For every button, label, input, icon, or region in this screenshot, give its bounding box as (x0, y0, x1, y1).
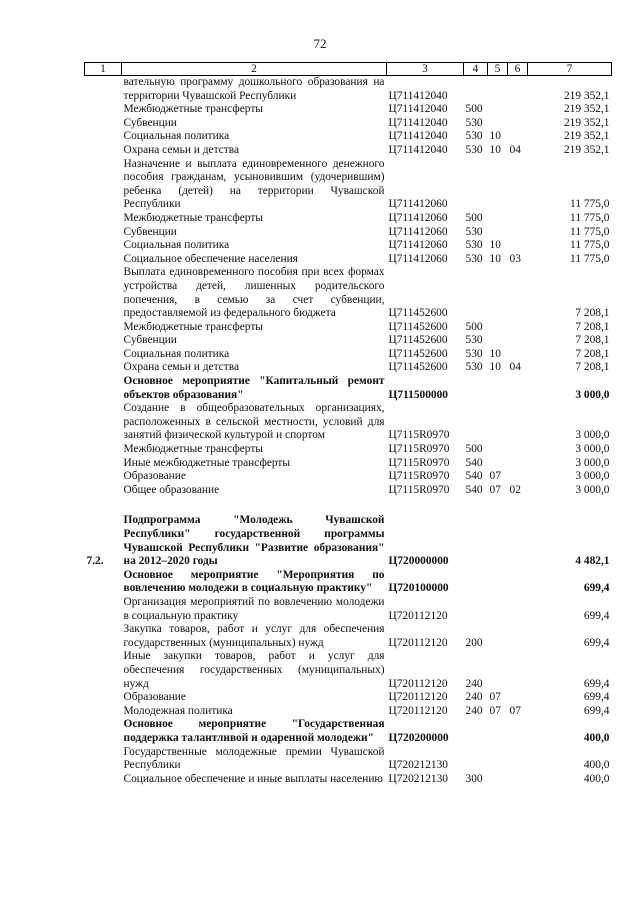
row-amount: 3 000,0 (575, 456, 610, 469)
row-subsection (508, 117, 528, 131)
row-code: Ц711412060 (388, 239, 448, 252)
row-name: Общее образование (123, 483, 220, 496)
row-expense-type (464, 569, 488, 596)
row-subsection (508, 691, 528, 705)
table-row (85, 334, 612, 348)
row-code: Ц720112120 (388, 677, 448, 690)
row-subsection: 04 (509, 361, 521, 374)
row-number (85, 361, 122, 375)
table-row (85, 484, 612, 498)
row-subsection (508, 266, 528, 320)
row-number (85, 705, 122, 719)
row-expense-type: 500 (465, 443, 483, 456)
row-expense-type: 530 (465, 143, 483, 156)
row-subsection (508, 569, 528, 596)
table-row (85, 569, 612, 596)
row-number (85, 212, 122, 226)
row-amount: 11 775,0 (570, 225, 610, 238)
row-number (85, 158, 122, 212)
row-number (85, 144, 122, 158)
row-section (488, 514, 508, 568)
table-row (85, 623, 612, 650)
row-subsection (508, 746, 528, 773)
row-number (85, 650, 122, 691)
table-row (85, 117, 612, 131)
row-subsection (508, 718, 528, 745)
row-code: Ц711452600 (388, 320, 448, 333)
table-row (85, 470, 612, 484)
row-number (85, 596, 122, 623)
row-subsection (508, 321, 528, 335)
row-amount: 4 482,1 (575, 555, 610, 568)
row-section (488, 321, 508, 335)
row-number (85, 239, 122, 253)
row-number (85, 253, 122, 267)
row-number (85, 746, 122, 773)
row-section (488, 773, 508, 787)
row-code: Ц711412060 (388, 211, 448, 224)
row-section (488, 334, 508, 348)
row-section (488, 375, 508, 402)
row-subsection: 03 (509, 252, 521, 265)
column-header: 5 (488, 63, 508, 76)
row-subsection (508, 650, 528, 691)
column-header: 2 (122, 63, 387, 76)
row-section (488, 457, 508, 471)
row-section: 07 (489, 691, 501, 704)
table-row (85, 103, 612, 117)
row-number (85, 76, 122, 104)
table-row (85, 443, 612, 457)
row-name: Социальное обеспечение населения (123, 252, 298, 265)
table-row (85, 212, 612, 226)
row-name: вательную программу дошкольного образования на территории Чувашской Республики (123, 76, 385, 102)
row-code: Ц720212130 (388, 772, 448, 785)
row-section: 07 (489, 470, 501, 483)
row-amount: 3 000,0 (575, 443, 610, 456)
row-section: 07 (489, 483, 501, 496)
table-row (85, 375, 612, 402)
row-name: Подпрограмма "Молодежь Чувашской Республики" государственной программы Чувашской Республики "Развитие образования" на 2012–2020 годы (123, 514, 385, 568)
table-row (85, 402, 612, 443)
row-expense-type (464, 596, 488, 623)
row-number (85, 226, 122, 240)
row-code: Ц7115R0970 (388, 443, 450, 456)
row-number (85, 623, 122, 650)
row-section (488, 623, 508, 650)
row-amount: 3 000,0 (575, 470, 610, 483)
row-subsection (508, 226, 528, 240)
row-name: Социальная политика (123, 347, 230, 360)
table-row (85, 226, 612, 240)
row-subsection (508, 334, 528, 348)
row-amount: 11 775,0 (570, 252, 610, 265)
row-amount: 219 352,1 (563, 103, 610, 116)
row-section: 10 (489, 252, 501, 265)
row-amount: 699,4 (583, 677, 610, 690)
row-section (488, 402, 508, 443)
row-subsection (508, 470, 528, 484)
row-number (85, 375, 122, 402)
row-expense-type (464, 375, 488, 402)
row-code: Ц720112120 (388, 609, 448, 622)
table-row (85, 361, 612, 375)
table-header-row (85, 63, 612, 76)
table-row (85, 457, 612, 471)
row-amount: 7 208,1 (575, 320, 610, 333)
table-row (85, 691, 612, 705)
row-section: 07 (489, 704, 501, 717)
row-section (488, 76, 508, 104)
row-name: Создание в общеобразовательных организациях, расположенных в сельской местности, условий для занятий физической культурой и спортом (123, 402, 385, 442)
row-amount: 400,0 (583, 759, 610, 772)
row-number (85, 457, 122, 471)
row-number (85, 484, 122, 498)
table-row (85, 348, 612, 362)
column-header: 7 (528, 63, 612, 76)
row-subsection (508, 130, 528, 144)
table-body (85, 76, 612, 787)
row-subsection (508, 596, 528, 623)
row-name: Межбюджетные трансферты (123, 320, 263, 333)
table-row (85, 773, 612, 787)
row-number (85, 691, 122, 705)
row-subsection (508, 348, 528, 362)
table-row (85, 130, 612, 144)
table-row (85, 239, 612, 253)
row-name: Иные закупки товаров, работ и услуг для обеспечения государственных (муниципальных) нужд (123, 650, 385, 690)
row-number: 7.2. (86, 555, 104, 568)
row-number (85, 334, 122, 348)
row-subsection: 07 (509, 704, 521, 717)
row-code: Ц711452600 (388, 334, 448, 347)
row-name: Межбюджетные трансферты (123, 443, 263, 456)
row-code: Ц711412060 (388, 225, 448, 238)
row-name: Государственные молодежные премии Чувашской Республики (123, 745, 385, 772)
row-expense-type: 200 (465, 636, 483, 649)
row-code: Ц720200000 (388, 731, 449, 744)
row-name: Закупка товаров, работ и услуг для обеспечения государственных (муниципальных) нужд (123, 623, 385, 649)
row-expense-type: 530 (465, 116, 483, 129)
row-amount: 3 000,0 (575, 429, 610, 442)
row-number (85, 569, 122, 596)
row-code: Ц720212130 (388, 759, 448, 772)
row-subsection (508, 402, 528, 443)
page-number: 72 (313, 36, 327, 51)
row-amount: 219 352,1 (563, 130, 610, 143)
row-name: Охрана семьи и детства (123, 361, 239, 374)
row-number (85, 443, 122, 457)
row-subsection (508, 375, 528, 402)
row-amount: 11 775,0 (570, 198, 610, 211)
row-number (85, 103, 122, 117)
row-code: Ц711412060 (388, 198, 448, 211)
row-code: Ц711500000 (388, 388, 448, 401)
row-subsection (508, 212, 528, 226)
row-expense-type: 500 (465, 103, 483, 116)
row-name: Социальная политика (123, 130, 230, 143)
row-section: 10 (489, 239, 501, 252)
column-header: 1 (85, 63, 122, 76)
row-expense-type: 530 (465, 239, 483, 252)
row-code: Ц7115R0970 (388, 456, 450, 469)
row-code: Ц720112120 (388, 636, 448, 649)
row-expense-type: 540 (465, 470, 483, 483)
row-number (85, 470, 122, 484)
row-amount: 7 208,1 (575, 347, 610, 360)
row-number (85, 348, 122, 362)
row-expense-type (464, 402, 488, 443)
table-row (85, 266, 612, 320)
row-subsection: 04 (509, 143, 521, 156)
row-amount: 11 775,0 (570, 211, 610, 224)
row-name: Образование (123, 691, 186, 704)
row-subsection (508, 514, 528, 568)
row-subsection (508, 443, 528, 457)
row-expense-type (464, 266, 488, 320)
row-section (488, 103, 508, 117)
row-expense-type (464, 746, 488, 773)
row-name: Основное мероприятие "Государственная поддержка талантливой и одаренной молодежи" (123, 718, 385, 744)
table-row (85, 746, 612, 773)
row-subsection (508, 623, 528, 650)
row-name: Субвенции (123, 334, 177, 347)
table-row (85, 650, 612, 691)
row-number (85, 718, 122, 745)
row-section (488, 117, 508, 131)
row-amount: 219 352,1 (563, 89, 610, 102)
row-code: Ц720100000 (388, 582, 449, 595)
row-subsection (508, 103, 528, 117)
row-subsection: 02 (509, 483, 521, 496)
row-section (488, 212, 508, 226)
row-section (488, 569, 508, 596)
table-row (85, 158, 612, 212)
table-row (85, 76, 612, 104)
row-section: 10 (489, 143, 501, 156)
row-name: Выплата единовременного пособия при всех формах устройства детей, лишенных родительского попечения, в семью за счет субвенции, предоставляемой из федерального бюджета (123, 266, 385, 320)
row-name: Основное мероприятие "Капитальный ремонт объектов образования" (123, 375, 385, 401)
row-code: Ц711412040 (388, 103, 448, 116)
row-expense-type: 500 (465, 320, 483, 333)
row-name: Субвенции (123, 225, 177, 238)
row-section (488, 718, 508, 745)
row-name: Назначение и выплата единовременного денежного пособия гражданам, усыновившим (удочерившим) ребенка (детей) на территории Чувашской Республики (123, 157, 385, 211)
row-section (488, 650, 508, 691)
row-amount: 7 208,1 (575, 307, 610, 320)
row-amount: 400,0 (583, 731, 610, 744)
row-expense-type: 530 (465, 347, 483, 360)
row-expense-type: 530 (465, 361, 483, 374)
row-expense-type (464, 718, 488, 745)
row-name: Межбюджетные трансферты (123, 103, 263, 116)
table-row (85, 596, 612, 623)
row-amount: 219 352,1 (563, 143, 610, 156)
row-code: Ц711412040 (388, 143, 448, 156)
row-number (85, 773, 122, 787)
row-amount: 699,4 (583, 582, 610, 595)
row-code: Ц711452600 (388, 347, 448, 360)
row-section: 10 (489, 347, 501, 360)
row-expense-type: 540 (465, 456, 483, 469)
row-section (488, 443, 508, 457)
row-section (488, 158, 508, 212)
column-header: 3 (387, 63, 464, 76)
row-expense-type: 240 (465, 691, 483, 704)
table-row (85, 705, 612, 719)
row-name: Организация мероприятий по вовлечению молодежи в социальную практику (123, 595, 385, 622)
table-row (85, 321, 612, 335)
row-code: Ц711412040 (388, 130, 448, 143)
row-amount: 3 000,0 (575, 388, 610, 401)
table-row (85, 253, 612, 267)
row-amount: 7 208,1 (575, 361, 610, 374)
row-code: Ц7115R0970 (388, 429, 450, 442)
row-code: Ц711452600 (388, 361, 448, 374)
row-expense-type (464, 514, 488, 568)
row-code: Ц711412040 (388, 89, 448, 102)
row-subsection (508, 76, 528, 104)
column-header: 4 (464, 63, 488, 76)
row-number (85, 117, 122, 131)
row-code: Ц711452600 (388, 307, 448, 320)
row-section: 10 (489, 361, 501, 374)
row-amount: 11 775,0 (570, 239, 610, 252)
row-amount: 7 208,1 (575, 334, 610, 347)
row-code: Ц7115R0970 (388, 470, 450, 483)
row-section (488, 746, 508, 773)
table-row (85, 144, 612, 158)
row-expense-type: 530 (465, 130, 483, 143)
row-name: Социальное обеспечение и иные выплаты населению (123, 772, 383, 785)
row-expense-type: 530 (465, 225, 483, 238)
row-name: Социальная политика (123, 239, 230, 252)
row-code: Ц711412040 (388, 116, 448, 129)
row-code: Ц720112120 (388, 704, 448, 717)
row-expense-type: 240 (465, 704, 483, 717)
row-expense-type (464, 76, 488, 104)
row-expense-type (464, 158, 488, 212)
row-amount: 699,4 (583, 636, 610, 649)
column-header: 6 (508, 63, 528, 76)
row-expense-type: 500 (465, 211, 483, 224)
row-amount: 699,4 (583, 609, 610, 622)
spacer-cell (85, 497, 612, 514)
row-section: 10 (489, 130, 501, 143)
row-subsection (508, 773, 528, 787)
row-code: Ц7115R0970 (388, 483, 450, 496)
table-row (85, 514, 612, 568)
row-expense-type: 300 (465, 772, 483, 785)
row-amount: 400,0 (583, 772, 610, 785)
spacer-row (85, 497, 612, 514)
row-number (85, 266, 122, 320)
row-amount: 699,4 (583, 704, 610, 717)
row-name: Основное мероприятие "Мероприятия по вовлечению молодежи в социальную практику" (123, 568, 385, 595)
budget-table (84, 62, 612, 786)
row-name: Межбюджетные трансферты (123, 211, 263, 224)
row-subsection (508, 457, 528, 471)
row-amount: 3 000,0 (575, 483, 610, 496)
table-row (85, 718, 612, 745)
row-section (488, 266, 508, 320)
row-section (488, 226, 508, 240)
row-name: Охрана семьи и детства (123, 143, 239, 156)
row-number (85, 321, 122, 335)
row-subsection (508, 239, 528, 253)
row-code: Ц720000000 (388, 555, 449, 568)
row-name: Молодежная политика (123, 704, 233, 717)
row-amount: 219 352,1 (563, 116, 610, 129)
row-name: Субвенции (123, 116, 177, 129)
row-expense-type: 240 (465, 677, 483, 690)
row-code: Ц720112120 (388, 691, 448, 704)
row-number (85, 130, 122, 144)
row-subsection (508, 158, 528, 212)
row-code: Ц711412060 (388, 252, 448, 265)
row-expense-type: 540 (465, 483, 483, 496)
row-name: Образование (123, 470, 186, 483)
row-amount: 699,4 (583, 691, 610, 704)
row-name: Иные межбюджетные трансферты (123, 456, 291, 469)
row-expense-type: 530 (465, 334, 483, 347)
row-expense-type: 530 (465, 252, 483, 265)
row-section (488, 596, 508, 623)
row-number (85, 402, 122, 443)
